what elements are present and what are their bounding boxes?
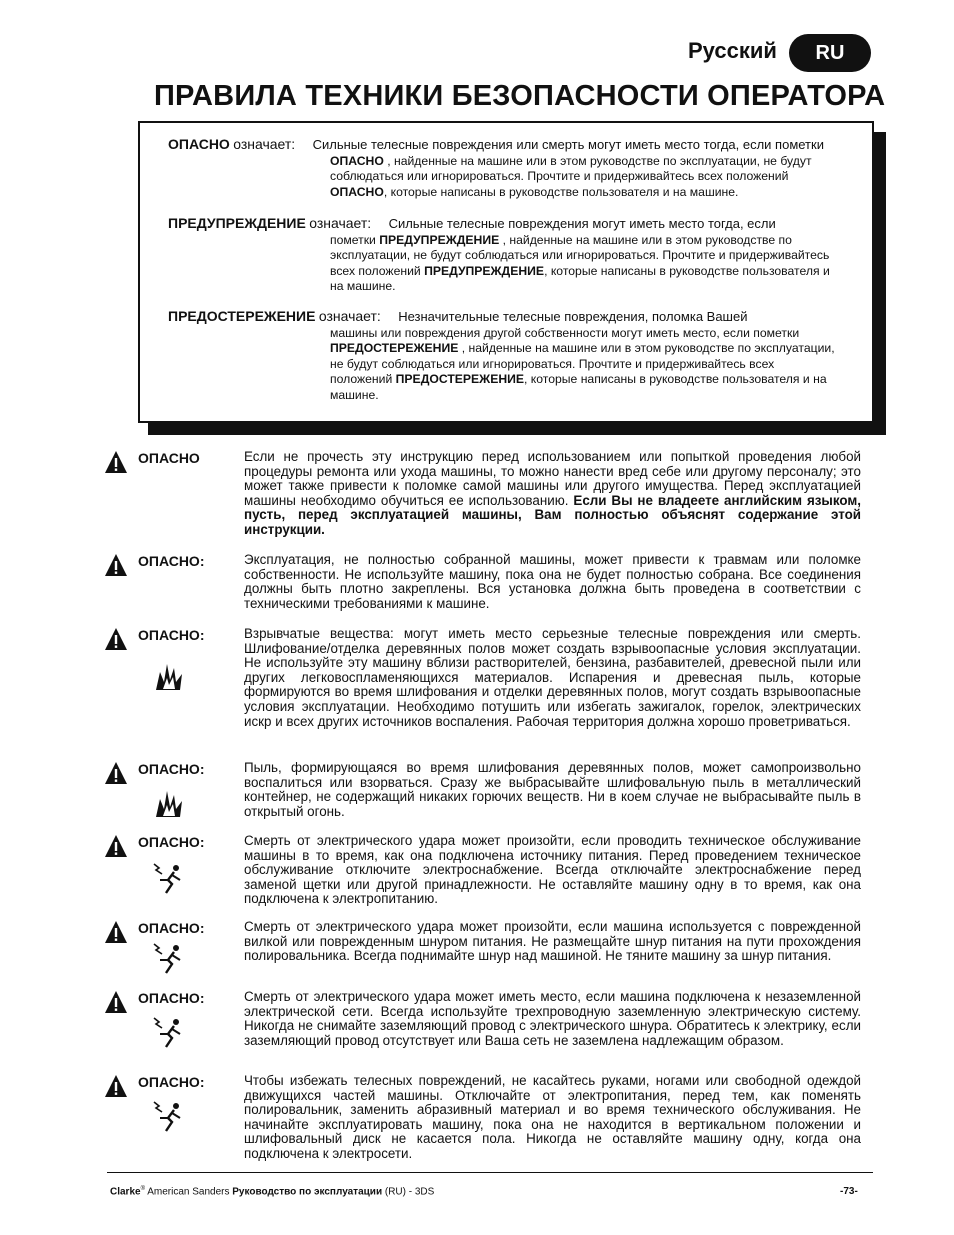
explosion-icon bbox=[152, 787, 186, 821]
definition-keyword: ПРЕДОСТЕРЕЖЕНИЕ bbox=[395, 372, 525, 386]
definition-keyword: ПРЕДУПРЕЖДЕНИЕ bbox=[424, 263, 545, 278]
definition-text: машине. bbox=[330, 387, 379, 402]
definition-keyword: ПРЕДОСТЕРЕЖЕНИЕ bbox=[330, 341, 459, 355]
warning-triangle-icon bbox=[104, 920, 128, 944]
warning-label: ОПАСНО: bbox=[138, 834, 205, 850]
footer-brand-mark: ® bbox=[140, 1186, 145, 1192]
definition-means: означает: bbox=[309, 215, 372, 231]
warning-triangle-icon bbox=[104, 1074, 128, 1098]
explosion-icon bbox=[152, 660, 186, 694]
warning-label: ОПАСНО: bbox=[138, 627, 205, 643]
definition-term: ПРЕДОСТЕРЕЖЕНИЕ bbox=[168, 308, 316, 324]
electric-shock-icon bbox=[152, 942, 186, 976]
definition-term: ПРЕДУПРЕЖДЕНИЕ bbox=[168, 215, 306, 231]
footer-manual-title: Руководство по эксплуатации bbox=[232, 1186, 383, 1198]
definition-warning bbox=[168, 216, 866, 295]
warning-text: Пыль, формирующаяся во время шлифования деревянных полов, может самопроизвольно воспалиться или взорваться. Сразу же выбрасывайте шлифовальную пыль в металлический контейнер, не содержащий никаких горючих веществ. Ни в коем случае не выбрасывайте пыль в открытый огонь. bbox=[244, 760, 861, 819]
definition-text: эксплуатации, не будут соблюдаться или игнорироваться. Прочтите и придерживайтесь bbox=[330, 248, 830, 262]
warning-text bbox=[244, 450, 861, 538]
definition-means: означает: bbox=[318, 308, 381, 324]
language-badge: RU bbox=[789, 34, 871, 72]
warning-text: Смерть от электрического удара может иметь место, если машина подключена к незаземленной электрической сети. Всегда используйте трехпроводную заземленную электрическую систему. Никогда не снимайте заземляющий провод с электрического шнура. Обратитесь к электрику, если заземляющий провод отсутствует или Ваша сеть не заземлена надлежащим образом. bbox=[244, 989, 861, 1048]
warning-text: Взрывчатые вещества: могут иметь место серьезные телесные повреждения или смерть. Шлифование/отделка деревянных полов может создать взрывоопасные условия эксплуатации. Не используйте эту машину вблизи растворителей, бензина, разбавителей, древесной пыли или других легковоспламеняющихся материалов. Испарения и древесная пыль, которые формируются во время шлифования и отделки деревянных полов, могут создать взрывоопасные условия эксплуатации. Необходимо потушить или избегать зажигалок, горелок, электрических искр и всех других источников воспаления. Рабочая территория должна хорошо проветриваться. bbox=[244, 626, 861, 729]
warning-label: ОПАСНО: bbox=[138, 553, 205, 569]
electric-shock-icon bbox=[152, 1100, 186, 1134]
definition-keyword: ПРЕДУПРЕЖДЕНИЕ bbox=[379, 232, 500, 247]
definition-means: означает: bbox=[233, 136, 296, 152]
warning-text: Смерть от электрического удара может произойти, если машина используется с поврежденной вилкой или поврежденным шнуром питания. Не размещайте шнур питания на пути прохождения полировальника. Всегда поднимайте шнур над машиной. Не тяните машину за шнур питания. bbox=[244, 919, 861, 964]
warning-label: ОПАСНО: bbox=[138, 1074, 205, 1090]
footer-manual-info bbox=[110, 1186, 434, 1197]
footer-company: American Sanders bbox=[145, 1186, 233, 1198]
definition-text: , найденные на машине или в этом руководстве по эксплуатации, bbox=[458, 341, 835, 355]
definition-text: положений bbox=[330, 372, 396, 386]
definition-text: не будут соблюдаться или игнорироваться. Прочтите и придерживайтесь всех bbox=[330, 356, 775, 371]
warning-body: Если не прочесть эту инструкцию перед использованием или попыткой проведения любой процедуры ремонта или ухода машины, то можно нанести вред себе или другому персоналу; это может также привести к поломке самой машины или другого имущества. Перед эксплуатацией машины необходимо обучиться ее использованию. bbox=[244, 449, 861, 508]
warning-text: Эксплуатация, не полностью собранной машины, может привести к травмам или поломке собственности. Не используйте машину, пока она не будет полностью собрана. Все соединения должны быть плотно закреплены. Вся установка должна быть проведена в соответствии с техническими требованиями к машине. bbox=[244, 552, 861, 611]
definition-text: , которые написаны в руководстве пользователя и bbox=[544, 263, 830, 278]
definition-text: всех положений bbox=[330, 263, 425, 278]
language-label: Русский bbox=[688, 38, 777, 63]
definition-danger bbox=[168, 137, 866, 200]
definition-caution bbox=[168, 309, 866, 403]
warning-triangle-icon bbox=[104, 761, 128, 785]
definition-text: на машине. bbox=[330, 279, 396, 293]
warning-label: ОПАСНО: bbox=[138, 761, 205, 777]
warning-emphasis: Если Вы не владеете английским языком, пусть, перед эксплуатацией машины, Вам полностью объяснят содержание этой инструкции. bbox=[244, 492, 862, 537]
definition-keyword: ОПАСНО bbox=[330, 184, 384, 199]
warning-label: ОПАСНО: bbox=[138, 920, 205, 936]
page-title: ПРАВИЛА ТЕХНИКИ БЕЗОПАСНОСТИ ОПЕРАТОРА bbox=[154, 80, 886, 112]
warning-triangle-icon bbox=[104, 834, 128, 858]
definition-text: , найденные на машине или в этом руководстве по bbox=[499, 232, 792, 247]
definition-text: , найденные на машине или в этом руководстве по эксплуатации, не будут bbox=[383, 153, 812, 168]
warning-triangle-icon bbox=[104, 553, 128, 577]
definition-text: , которые написаны в руководстве пользователя и на машине. bbox=[383, 184, 739, 199]
warning-text: Смерть от электрического удара может произойти, если проводить техническое обслуживание машины в то время, как она подключена источнику питания. Перед проведением техническое обслуживание отключите электроснабжение. Всегда отключайте электроснабжение перед заменой щетки или другой принадлежности. Не оставляйте машину одну в то время, как она подключена к электропитанию. bbox=[244, 833, 861, 907]
warning-triangle-icon bbox=[104, 450, 128, 474]
footer-edition: (RU) - 3DS bbox=[382, 1186, 435, 1198]
definition-text: пометки bbox=[330, 232, 380, 247]
electric-shock-icon bbox=[152, 1016, 186, 1050]
definition-text: машины или повреждения другой собственности могут иметь место, если пометки bbox=[330, 325, 800, 340]
definition-lead: Сильные телесные повреждения или смерть могут иметь место тогда, если пометки bbox=[312, 137, 824, 152]
definition-term: ОПАСНО bbox=[168, 136, 230, 152]
warning-text: Чтобы избежать телесных повреждений, не касайтесь руками, ногами или свободной одеждой движущихся частей машины. Отключайте от электропитания, перед тем, как поменять полировальник, заменить абразивный материал и во время технического обслуживания. Не начинайте эксплуатировать машину, пока она не находится в вертикальном положении и шлифовальный диск не касается пола. Никогда не оставляйте машину одну, когда она подключена к электросети. bbox=[244, 1073, 861, 1161]
definition-lead: Незначительные телесные повреждения, поломка Вашей bbox=[398, 309, 748, 324]
warning-triangle-icon bbox=[104, 990, 128, 1014]
definition-text: , которые написаны в руководстве пользователя и на bbox=[524, 372, 827, 386]
electric-shock-icon bbox=[152, 862, 186, 896]
page-number: -73- bbox=[840, 1186, 858, 1197]
definition-lead: Сильные телесные повреждения могут иметь место тогда, если bbox=[388, 216, 776, 231]
warning-label: ОПАСНО bbox=[138, 450, 200, 466]
warning-triangle-icon bbox=[104, 627, 128, 651]
definitions-box bbox=[138, 121, 874, 423]
footer-rule bbox=[107, 1172, 873, 1173]
footer-brand: Clarke bbox=[110, 1186, 141, 1198]
warning-label: ОПАСНО: bbox=[138, 990, 205, 1006]
definition-keyword: ОПАСНО bbox=[330, 153, 384, 168]
definition-text: соблюдаться или игнорироваться. Прочтите и придерживайтесь всех положений bbox=[330, 169, 789, 183]
